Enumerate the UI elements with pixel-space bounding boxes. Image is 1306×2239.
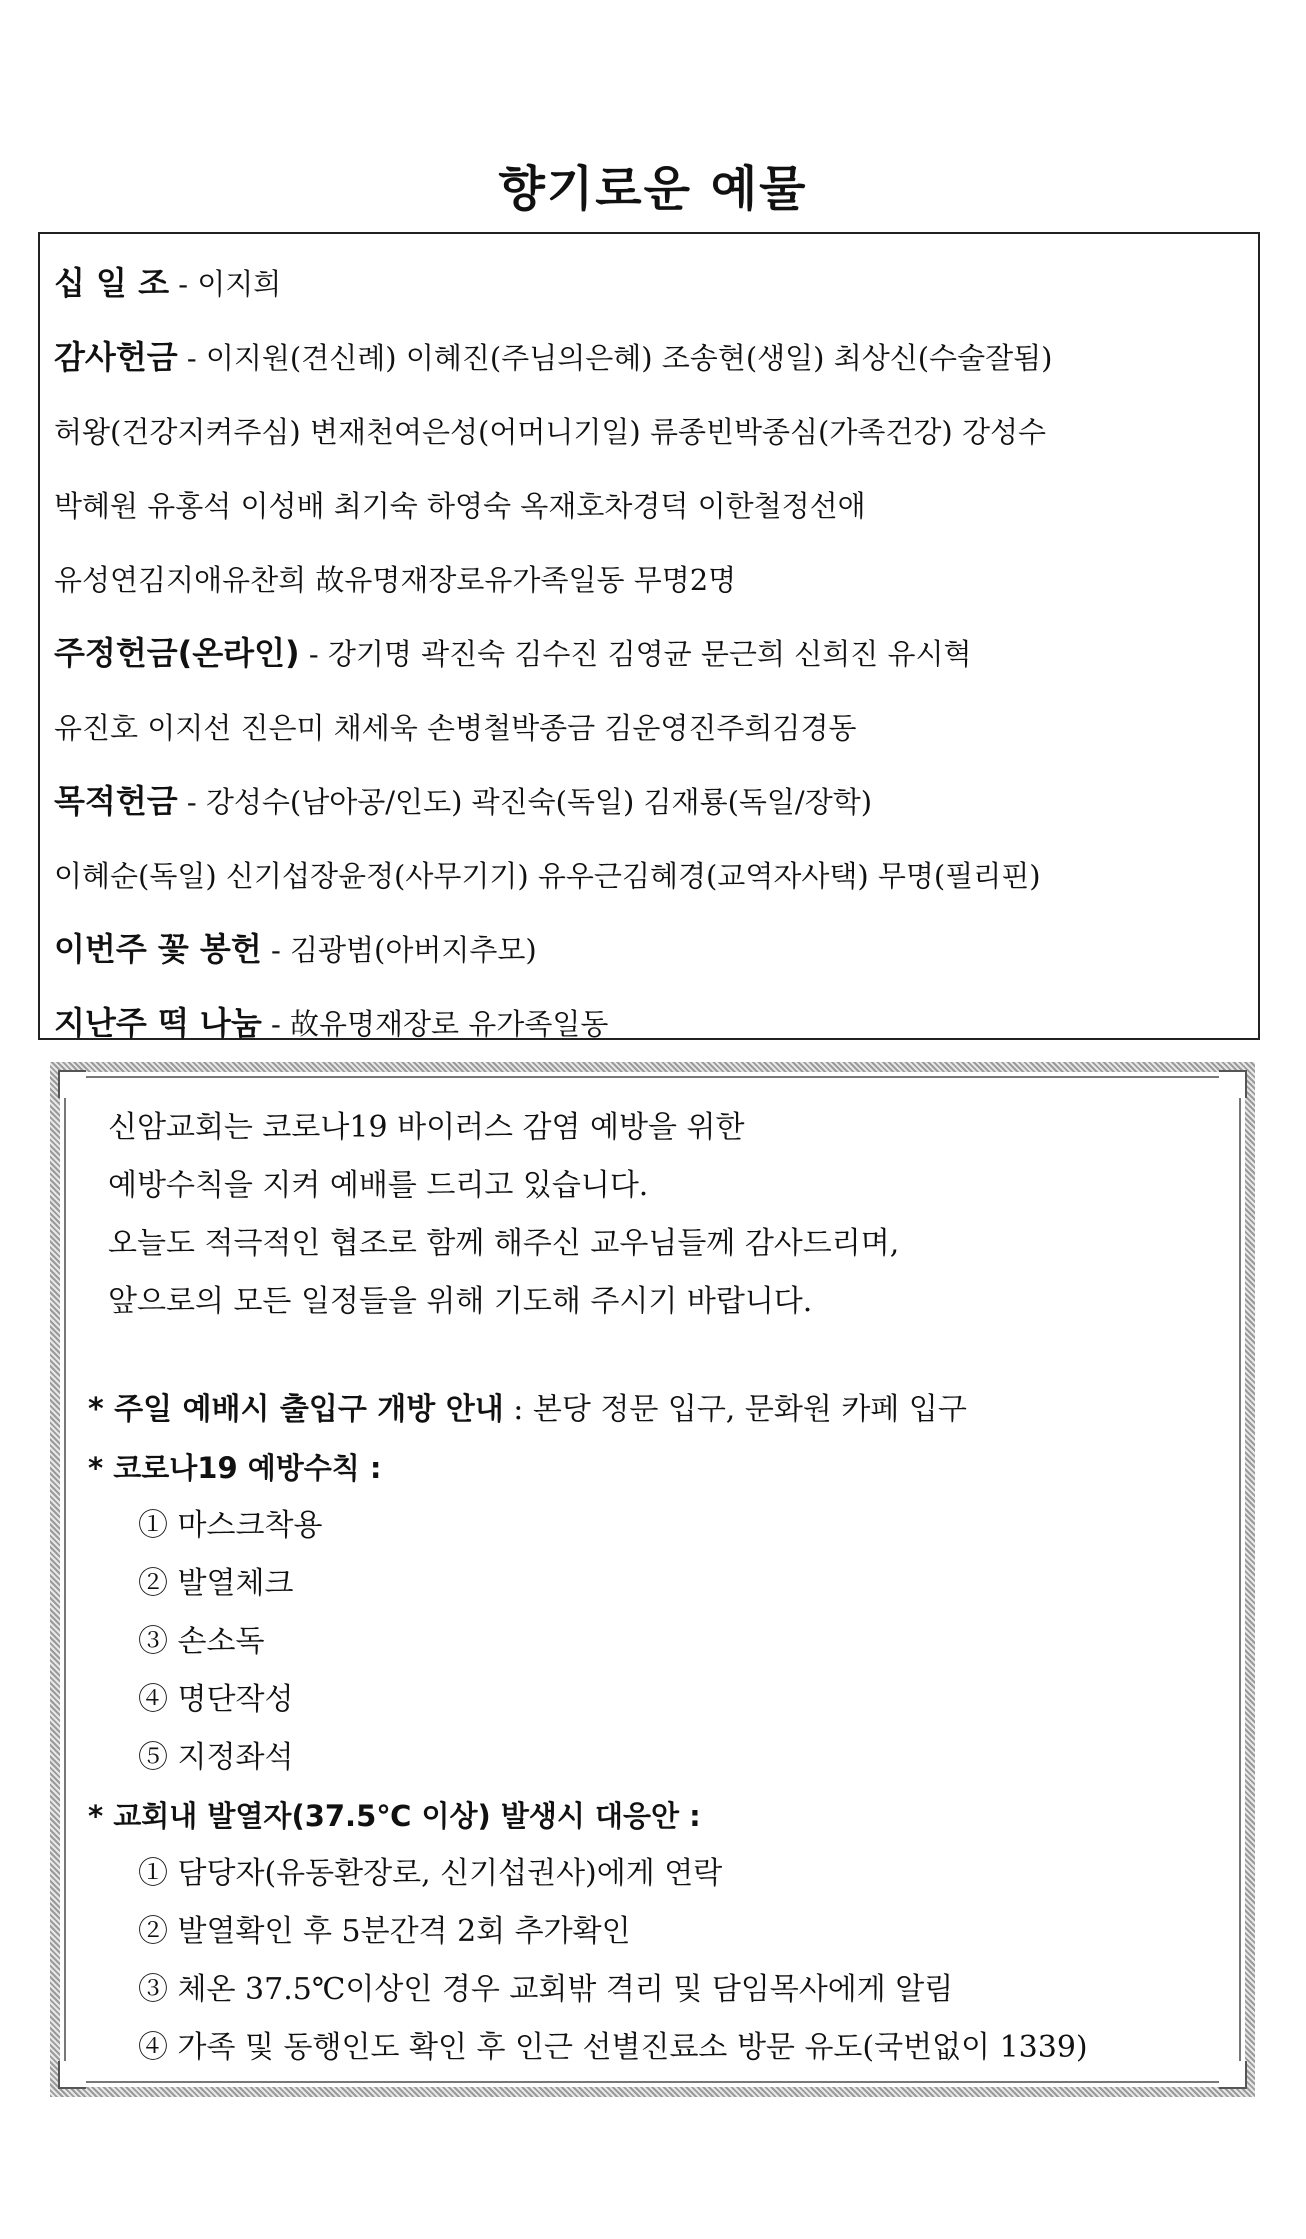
offering-line (54, 468, 1244, 542)
offering-names: - 김광범(아버지추모) (261, 933, 537, 967)
rule-item: ⑤ 지정좌석 (138, 1740, 294, 1775)
rule-item: ② 발열체크 (138, 1566, 294, 1601)
entrance-label: * 주일 예배시 출입구 개방 안내 (88, 1392, 504, 1427)
offering-label: 주정헌금(온라인) (54, 634, 300, 672)
offering-line (54, 838, 1244, 912)
offering-line (54, 764, 1244, 838)
entrance-text: : 본당 정문 입구, 문화원 카페 입구 (503, 1392, 967, 1427)
offering-names: 박혜원 유홍석 이성배 최기숙 하영숙 옥재호차경덕 이한철정선애 (54, 489, 866, 523)
offering-names: 이혜순(독일) 신기섭장윤정(사무기기) 유우근김혜경(교역자사택) 무명(필리핀) (54, 859, 1041, 893)
offering-label: 목적헌금 (54, 782, 178, 820)
fever-step: ③ 체온 37.5℃이상인 경우 교회밖 격리 및 담임목사에게 알림 (138, 1972, 954, 2007)
notice-frame (50, 1062, 1255, 2097)
notice-intro-line: 앞으로의 모든 일정들을 위해 기도해 주시기 바랍니다. (108, 1284, 813, 1319)
offering-label: 이번주 꽃 봉헌 (54, 930, 262, 968)
offering-names: 허왕(건강지켜주심) 변재천여은성(어머니기일) 류종빈박종심(가족건강) 강성수 (54, 415, 1046, 449)
notice-intro-line: 예방수칙을 지켜 예배를 드리고 있습니다. (108, 1168, 649, 1203)
fever-step: ① 담당자(유동환장로, 신기섭권사)에게 연락 (138, 1856, 723, 1891)
offering-names: 유성연김지애유찬희 故유명재장로유가족일동 무명2명 (54, 563, 737, 597)
offering-label: 감사헌금 (54, 338, 178, 376)
offering-line (54, 690, 1244, 764)
offering-names: 유진호 이지선 진은미 채세욱 손병철박종금 김운영진주희김경동 (54, 711, 857, 745)
fever-heading: * 교회내 발열자(37.5℃ 이상) 발생시 대응안 : (88, 1799, 701, 1833)
offering-names: - 이지원(견신례) 이혜진(주님의은혜) 조송현(생일) 최상신(수술잘됨) (177, 341, 1053, 375)
page-title: 향기로운 예물 (498, 161, 808, 217)
fever-step: ② 발열확인 후 5분간격 2회 추가확인 (138, 1914, 631, 1949)
rule-item: ③ 손소독 (138, 1624, 265, 1659)
offering-line (54, 320, 1244, 394)
offering-line (54, 986, 1244, 1060)
offering-line (54, 542, 1244, 616)
offering-line (54, 394, 1244, 468)
offering-line (54, 912, 1244, 986)
offering-label: 지난주 떡 나눔 (54, 1004, 262, 1042)
offering-label: 십 일 조 (54, 264, 170, 302)
offering-names: - 故유명재장로 유가족일동 (261, 1007, 609, 1041)
rule-item: ④ 명단작성 (138, 1682, 294, 1717)
notice-intro-line: 신암교회는 코로나19 바이러스 감염 예방을 위한 (108, 1110, 745, 1145)
rule-item: ① 마스크착용 (138, 1508, 323, 1543)
fever-step: ④ 가족 및 동행인도 확인 후 인근 선별진료소 방문 유도(국번없이 1339) (138, 2030, 1088, 2065)
notice-content (60, 1072, 1245, 2087)
offering-names: - 이지희 (169, 267, 282, 301)
entrance-notice (88, 1390, 967, 1430)
notice-intro-line: 오늘도 적극적인 협조로 함께 해주신 교우님들께 감사드리며, (108, 1226, 900, 1261)
offering-line (54, 246, 1244, 320)
offering-names: - 강기명 곽진숙 김수진 김영균 문근희 신희진 유시혁 (299, 637, 972, 671)
offering-names: - 강성수(남아공/인도) 곽진숙(독일) 김재룡(독일/장학) (177, 785, 873, 819)
offering-line (54, 616, 1244, 690)
rules-heading: * 코로나19 예방수칙 : (88, 1451, 382, 1485)
offering-list (38, 232, 1260, 1040)
